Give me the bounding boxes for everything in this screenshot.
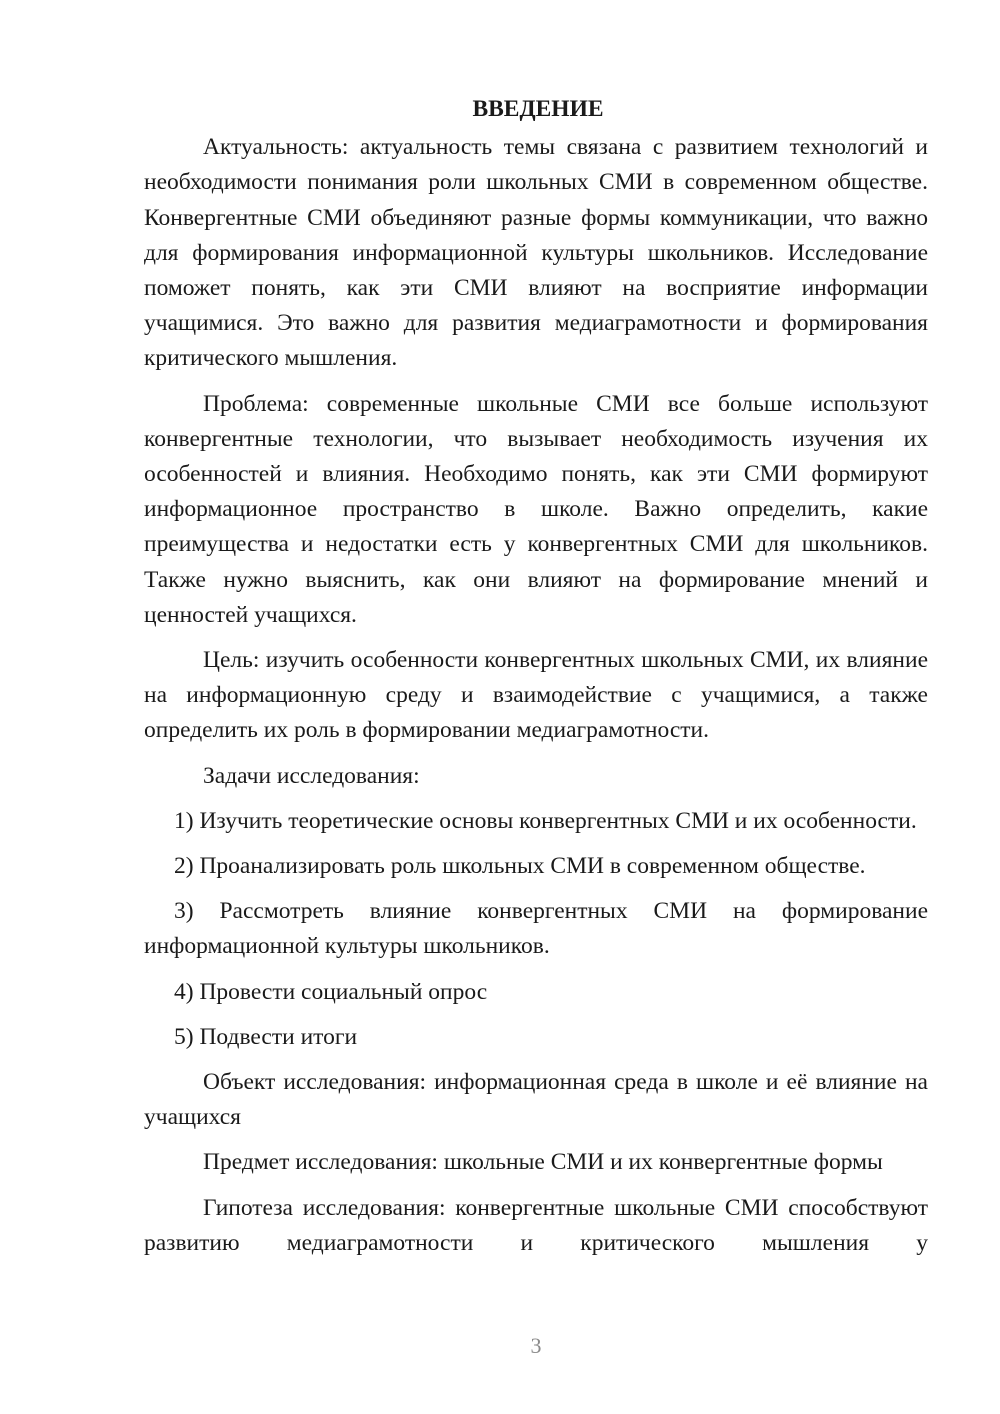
relevance-paragraph: Актуальность: актуальность темы связана с развитием технологий и необходимости понимания роли школьных СМИ в современном обществе. Конвергентные СМИ объединяют разные формы коммуникации, что важно для формирования информационной культуры школьников. Исследование поможет понять, как эти СМИ влияют на восприятие информации учащимися. Это важно для развития медиаграмотности и формирования критического мышления. xyxy=(144,134,928,372)
problem-paragraph: Проблема: современные школьные СМИ все больше используют конвергентные технологии, что вызывает необходимость изучения их особенностей и влияния. Необходимо понять, как эти СМИ формируют информационное пространство в школе. Важно определить, какие преимущества и недостатки есть у конвергентных СМИ для школьников. Также нужно выяснить, как они влияют на формирование мнений и ценностей учащихся. xyxy=(144,390,928,628)
list-item: 4) Провести социальный опрос xyxy=(174,978,488,1005)
object-paragraph: Объект исследования: информационная среда в школе и её влияние на учащихся xyxy=(144,1069,928,1131)
page-title: ВВЕДЕНИЕ xyxy=(472,96,604,122)
list-item: 3) Рассмотреть влияние конвергентных СМИ на формирование информационной культуры школьников. xyxy=(144,898,928,960)
goal-paragraph: Цель: изучить особенности конвергентных школьных СМИ, их влияние на информационную среду и взаимодействие с учащимися, а также определить их роль в формировании медиаграмотности. xyxy=(144,647,928,744)
subject-paragraph: Предмет исследования: школьные СМИ и их конвергентные формы xyxy=(203,1149,883,1176)
list-item: 5) Подвести итоги xyxy=(174,1023,358,1050)
list-item: 1) Изучить теоретические основы конвергентных СМИ и их особенности. xyxy=(174,807,917,834)
hypothesis-paragraph: Гипотеза исследования: конвергентные школьные СМИ способствуют развитию медиаграмотности и критического мышления у xyxy=(144,1194,928,1256)
tasks-heading: Задачи исследования: xyxy=(203,762,420,789)
page-number: 3 xyxy=(530,1333,542,1358)
list-item: 2) Проанализировать роль школьных СМИ в современном обществе. xyxy=(174,853,866,880)
page-content xyxy=(144,92,928,1271)
